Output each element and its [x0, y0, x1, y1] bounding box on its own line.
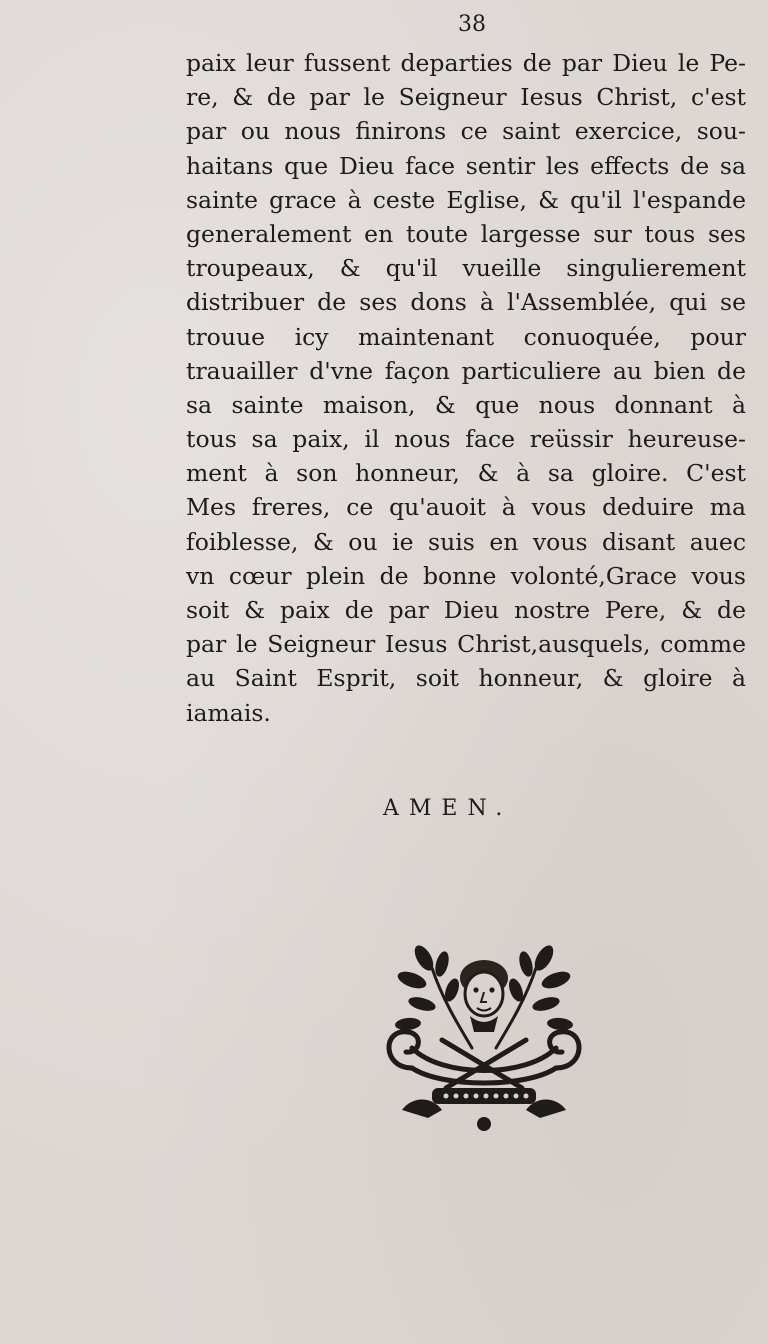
- body-text: [186, 46, 746, 730]
- page-number: 38: [458, 12, 486, 37]
- text-line: vn cœur plein de bonne volonté,Grace vous: [186, 561, 746, 590]
- text-line: par le Seigneur Iesus Christ,ausquels, comme: [186, 630, 746, 659]
- text-line: par ou nous finirons ce saint exercice, sou-: [186, 117, 746, 146]
- text-line: au Saint Esprit, soit honneur, & gloire à: [186, 664, 746, 693]
- text-line: paix leur fussent departies de par Dieu le Pe-: [186, 49, 746, 77]
- woodcut-ornament-icon: [372, 928, 596, 1140]
- text-line: sainte grace à ceste Eglise, & qu'il l'espande: [186, 185, 746, 214]
- text-line: re, & de par le Seigneur Iesus Christ, c'est: [186, 83, 746, 112]
- text-line: foiblesse, & ou ie suis en vous disant auec: [186, 527, 746, 556]
- text-line: distribuer de ses dons à l'Assemblée, qui se: [186, 288, 746, 317]
- text-line: trauailler d'vne façon particuliere au bien de: [186, 356, 746, 385]
- text-line: iamais.: [186, 698, 271, 727]
- text-line: trouue icy maintenant conuoquée, pour: [186, 322, 746, 351]
- text-line: Mes freres, ce qu'auoit à vous deduire ma: [186, 493, 746, 522]
- text-line: troupeaux, & qu'il vueille singulierement: [186, 254, 746, 283]
- text-line: sa sainte maison, & que nous donnant à: [186, 390, 746, 419]
- text-line: generalement en toute largesse sur tous ses: [186, 219, 746, 248]
- text-line: ment à son honneur, & à sa gloire. C'est: [186, 459, 746, 488]
- text-line: haitans que Dieu face sentir les effects de sa: [186, 151, 746, 180]
- closing-amen: AMEN.: [383, 796, 513, 821]
- text-line: soit & paix de par Dieu nostre Pere, & de: [186, 596, 746, 624]
- text-line: tous sa paix, il nous face reüssir heureuse-: [186, 425, 746, 454]
